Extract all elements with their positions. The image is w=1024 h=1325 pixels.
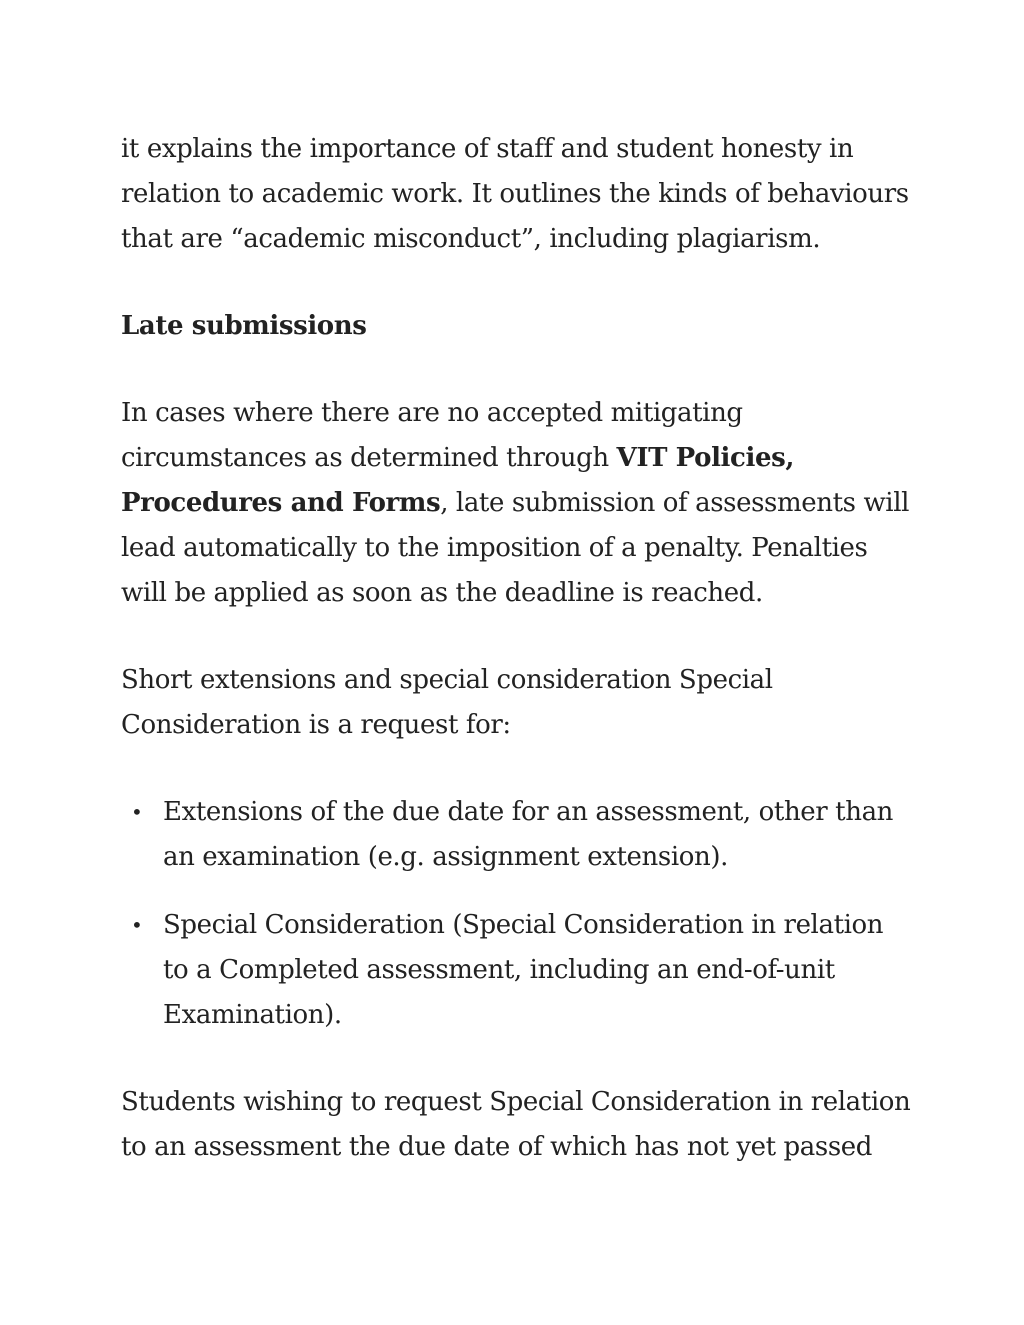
late-submissions-paragraph [121, 391, 911, 616]
intro-paragraph: it explains the importance of staff and student honesty in relation to academic work. It outlines the kinds of behaviours that are “academic misconduct”, including plagiarism. [121, 134, 909, 254]
list-item [131, 790, 911, 880]
bullet-icon: • [131, 913, 143, 937]
closing-paragraph: Students wishing to request Special Consideration in relation to an assessment the due date of which has not yet passed [121, 1087, 911, 1162]
policies-link[interactable]: VIT Policies, Procedures and Forms [121, 443, 794, 518]
list-item [131, 903, 911, 1038]
late-submissions-text-before: In cases where there are no accepted mitigating circumstances as determined through [121, 398, 743, 473]
bullet-icon: • [131, 800, 143, 824]
document-page [121, 127, 911, 1212]
late-submissions-heading: Late submissions [121, 311, 367, 341]
special-consideration-list [121, 790, 911, 1038]
list-item-text: Special Consideration (Special Consideration in relation to a Completed assessment, including an end-of-unit Examination). [163, 910, 884, 1030]
special-consideration-intro: Short extensions and special consideration Special Consideration is a request for: [121, 665, 773, 740]
list-item-text: Extensions of the due date for an assessment, other than an examination (e.g. assignment extension). [163, 797, 894, 872]
late-submissions-text-after: , late submission of assessments will lead automatically to the imposition of a penalty. Penalties will be applied as soon as the deadline is reached. [121, 488, 910, 608]
